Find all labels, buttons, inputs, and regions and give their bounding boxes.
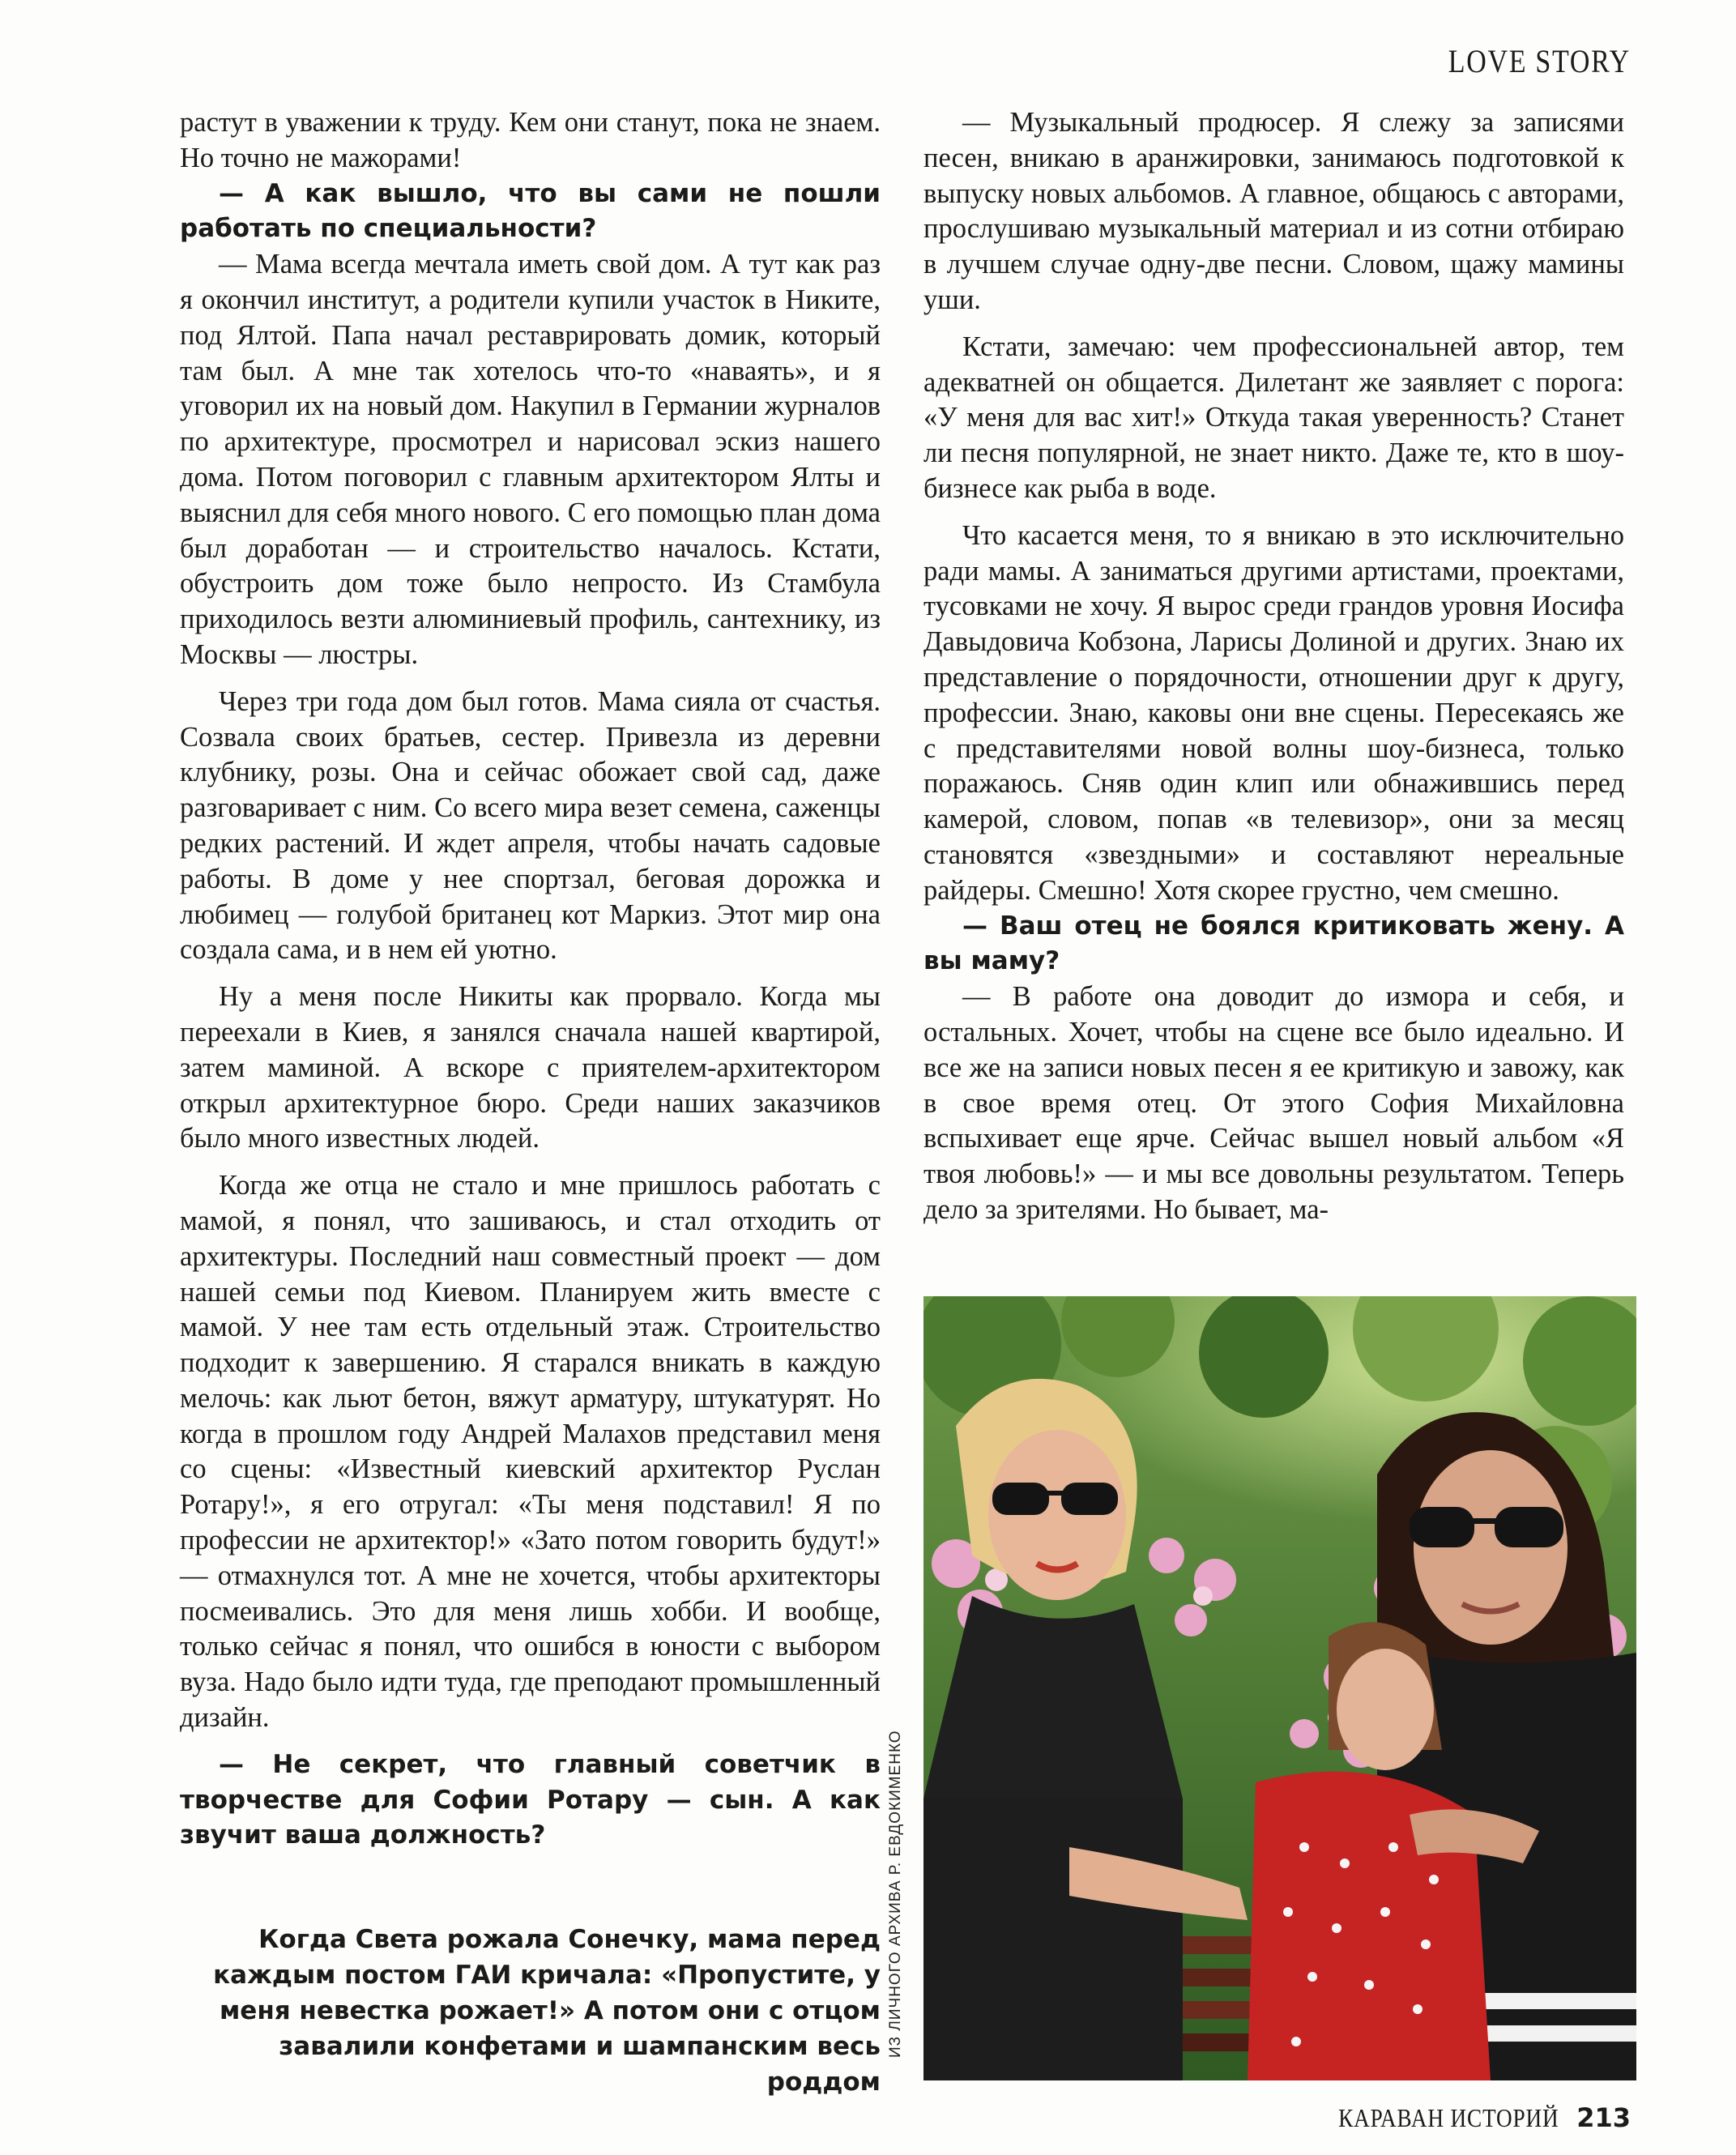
paragraph: Когда же отца не стало и мне пришлось работать с мамой, я понял, что зашиваюсь, и стал отходить от архитектуры. Последний наш совместный проект — дом нашей семьи под Киевом. Планируем жить вместе с мамой. У нее там есть отдельный этаж. Строительство подходит к завершению. Я старался вникать в каждую мелочь: как льют бетон, вяжут арматуру, штукатурят. Но когда в прошлом году Андрей Малахов представил меня со сцены: «Известный киевский архитектор Руслан Ротару!», я его отругал: «Ты меня подставил! Я по профессии не архитектор!» «Зато потом говорить будут!» — отмахнулся тот. А мне не хочется, чтобы архитекторы посмеивались. Это для меня лишь хобби. И вообще, только сейчас я понял, что ошибся в юности с выбором вуза. Надо было идти туда, где преподают промышленный дизайн. — [180, 1170, 881, 1734]
interview-question: — Ваш отец не боялся критиковать жену. А вы маму? — [923, 911, 1624, 976]
family-photo — [923, 1296, 1636, 2080]
paragraph: — Музыкальный продюсер. Я слежу за записями песен, вникаю в аранжировки, занимаюсь подготовкой к выпуску новых альбомов. А главное, общаюсь с авторами, прослушиваю музыкальный материал и из сотни отбираю в лучшем случае одну-две песни. Словом, щажу мамины уши. — [923, 107, 1624, 315]
photo-illustration — [923, 1296, 1636, 2080]
left-column — [180, 105, 881, 1854]
paragraph: — В работе она доводит до измора и себя, и остальных. Хочет, чтобы на сцене все было идеально. И все же на записи новых песен я ее критикую и завожу, как в свое время отец. От этого София Михайловна вспыхивает еще ярче. Сейчас вышел новый альбом «Я твоя любовь!» — и мы все довольны результатом. Теперь дело за зрителями. Но бывает, ма- — [923, 981, 1624, 1225]
page-footer — [1299, 2102, 1631, 2133]
paragraph: Ну а меня после Никиты как прорвало. Когда мы переехали в Киев, я занялся сначала нашей квартирой, затем маминой. А вскоре с приятелем-архитектором открыл архитектурное бюро. Среди наших заказчиков было много известных людей. — [180, 981, 881, 1154]
paragraph: Через три года дом был готов. Мама сияла от счастья. Созвала своих братьев, сестер. Привезла из деревни клубнику, розы. Она и сейчас обожает свой сад, даже разговаривает с ним. Со всего мира везет семена, саженцы редких растений. И ждет апреля, чтобы начать садовые работы. В доме у нее спортзал, беговая дорожка и любимец — голубой британец кот Маркиз. Этот мир она создала сама, и в нем ей уютно. — [180, 685, 881, 966]
paragraph: Что касается меня, то я вникаю в это исключительно ради мамы. А заниматься другими артистами, проектами, тусовками не хочу. Я вырос среди грандов уровня Иосифа Давыдовича Кобзона, Ларисы Долиной и других. Знаю их представление о порядочности, отношении друг к другу, профессии. Знаю, каковы они вне сцены. Пересекаясь же с представителями новой волны шоу-бизнеса, только поражаюсь. Сняв один клип или обнажившись перед камерой, словом, попав «в телевизор», они за месяц становятся «звездными» и составляют нереальные райдеры. Смешно! Хотя скорее грустно, чем смешно. — [923, 519, 1624, 906]
magazine-name: КАРАВАН ИСТОРИЙ — [1337, 2103, 1559, 2132]
right-column — [923, 105, 1624, 1228]
paragraph: растут в уважении к труду. Кем они станут, пока не знаем. Но точно не мажорами! — [180, 107, 881, 173]
pull-quote: Когда Света рожала Сонечку, мама перед каждым постом ГАИ кричала: «Пропустите, у меня невестка рожает!» А потом они с отцом завалили конфетами и шампанским весь роддом — [213, 1925, 881, 2097]
interview-question: — А как вышло, что вы сами не пошли работать по специальности? — [180, 178, 881, 244]
paragraph: — Мама всегда мечтала иметь свой дом. А тут как раз я окончил институт, а родители купили участок в Никите, под Ялтой. Папа начал реставрировать домик, который там был. А мне так хотелось что-то «наваять», и я уговорил их на новый дом. Накупил в Германии журналов по архитектуре, просмотрел и нарисовал эскиз нашего дома. Потом поговорил с главным архитектором Ялты и выяснил для себя много нового. С его помощью план дома был доработан — и строительство началось. Кстати, обустроить дом тоже было непросто. Из Стамбула приходилось везти алюминиевый профиль, сантехнику, из Москвы — люстры. — [180, 249, 881, 670]
interview-question: — Не секрет, что главный советчик в творчестве для Софии Ротару — сын. А как звучит ваша должность? — [180, 1749, 881, 1850]
page-number: 213 — [1576, 2102, 1631, 2133]
section-tag: LOVE STORY — [1448, 43, 1631, 79]
photo-credit: ИЗ ЛИЧНОГО АРХИВА Р. ЕВДОКИМЕНКО — [887, 1730, 904, 2058]
paragraph: Кстати, замечаю: чем профессиональней автор, тем адекватней он общается. Дилетант же заявляет с порога: «У меня для вас хит!» Откуда такая уверенность? Станет ли песня популярной, не знает никто. Даже те, кто в шоу-бизнесе как рыба в воде. — [923, 331, 1624, 504]
